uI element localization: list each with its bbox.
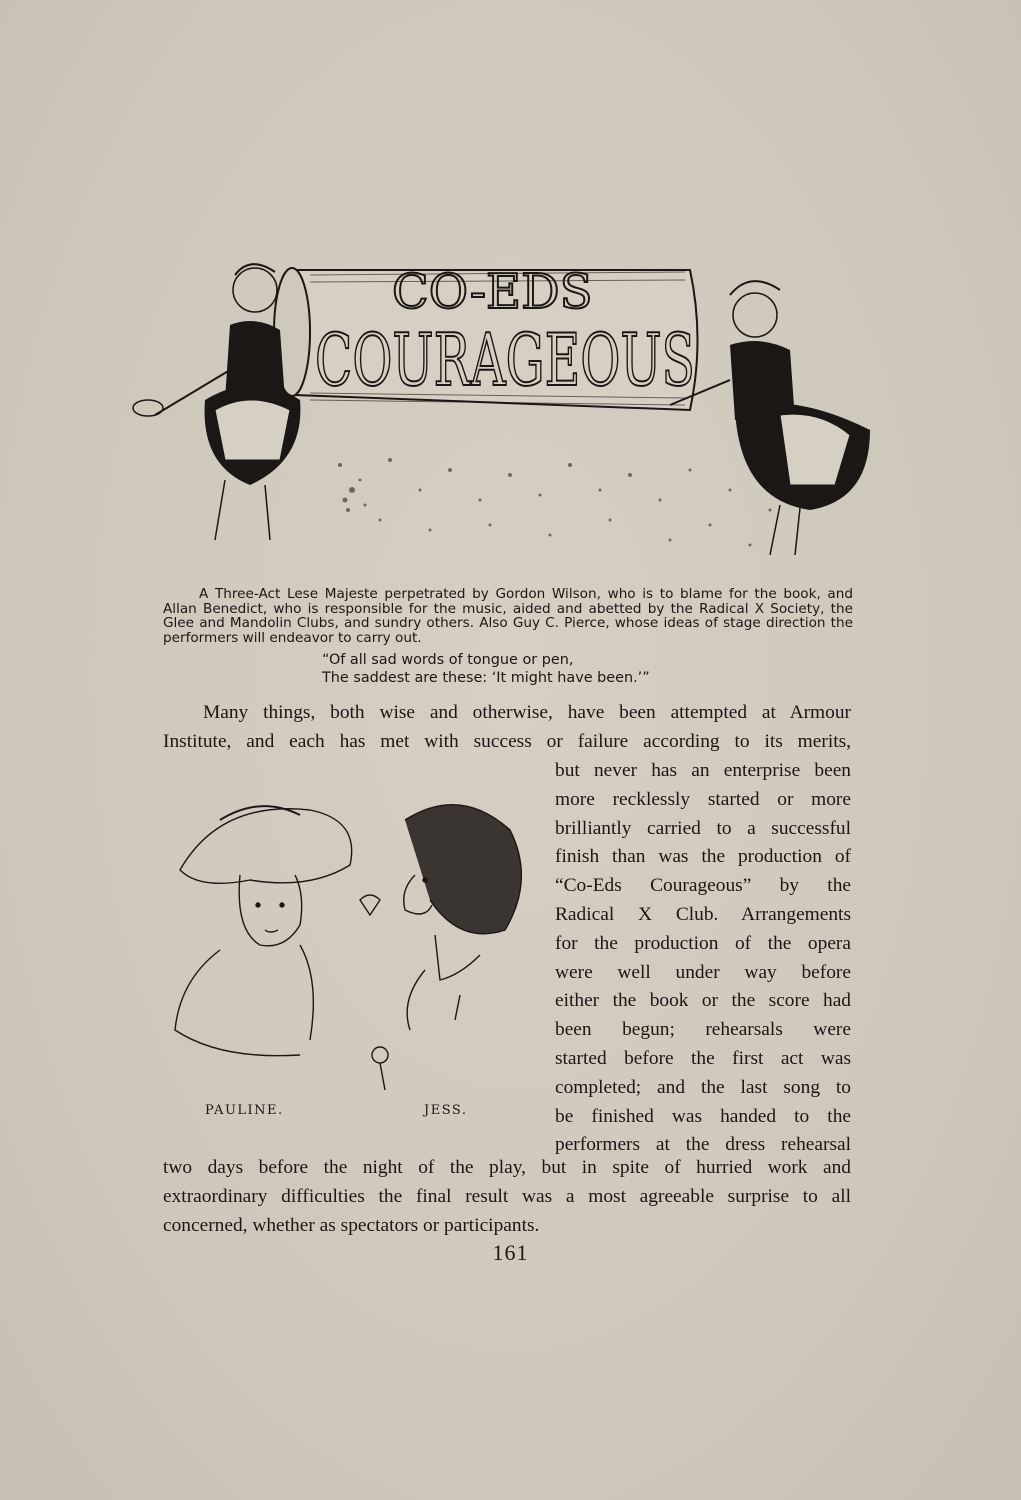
banner-title-large: COURAGEOUS <box>315 318 695 402</box>
body-line: finish than was the production of <box>555 846 851 868</box>
portraits-illustration <box>160 780 540 1100</box>
body-paragraph-right-column <box>555 757 851 1160</box>
header-illustration <box>130 250 890 570</box>
right-girl-illustration <box>670 281 870 555</box>
body-line: started before the first act was <box>555 1047 851 1069</box>
body-line: two days before the night of the play, but in spite of hurried work and <box>163 1157 851 1178</box>
body-line: been begun; rehearsals were <box>555 1019 851 1041</box>
caption-jess: JESS. <box>424 1103 468 1118</box>
body-line: more recklessly started or more <box>555 788 851 810</box>
body-line: extraordinary difficulties the final result was a most agreeable surprise to all <box>163 1185 851 1207</box>
body-line: be finished was handed to the <box>555 1105 851 1127</box>
body-line: but never has an enterprise been <box>555 760 851 781</box>
body-line: either the book or the score had <box>555 990 851 1012</box>
banner-title-small: CO-EDS <box>392 264 593 320</box>
epigraph-line: “Of all sad words of tongue or pen, <box>322 652 574 668</box>
body-line: Institute, and each has met with success or failure according to its merits, <box>163 730 851 752</box>
page-number: 161 <box>492 1240 529 1265</box>
body-line: Many things, both wise and otherwise, have been attempted at Armour <box>203 702 851 723</box>
body-line: were well under way before <box>555 961 851 983</box>
credits-paragraph: A Three-Act Lese Majeste perpetrated by Gordon Wilson, who is to blame for the book, and Allan Benedict, who is responsible for the music, aided and abetted by the Radical X Society, the Glee and Mandolin Clubs, and sundry others. Also Guy C. Pierce, whose ideas of stage direction the performers will endeavor to carry out. <box>163 586 853 646</box>
caption-pauline: PAULINE. <box>205 1103 284 1118</box>
jess-portrait <box>372 805 521 1090</box>
body-line: Radical X Club. Arrangements <box>555 903 851 925</box>
body-paragraph-bottom <box>163 1154 851 1240</box>
epigraph-line: The saddest are these: ‘It might have been.’” <box>322 670 650 686</box>
body-line: performers at the dress rehearsal <box>555 1134 851 1156</box>
body-line: completed; and the last song to <box>555 1076 851 1098</box>
body-line: concerned, whether as spectators or participants. <box>163 1214 540 1236</box>
epigraph <box>322 651 742 687</box>
body-line: “Co-Eds Courageous” by the <box>555 875 851 897</box>
body-line: for the production of the opera <box>555 932 851 954</box>
pauline-portrait <box>175 806 380 1056</box>
body-paragraph-top <box>163 699 851 757</box>
body-line: brilliantly carried to a successful <box>555 817 851 839</box>
